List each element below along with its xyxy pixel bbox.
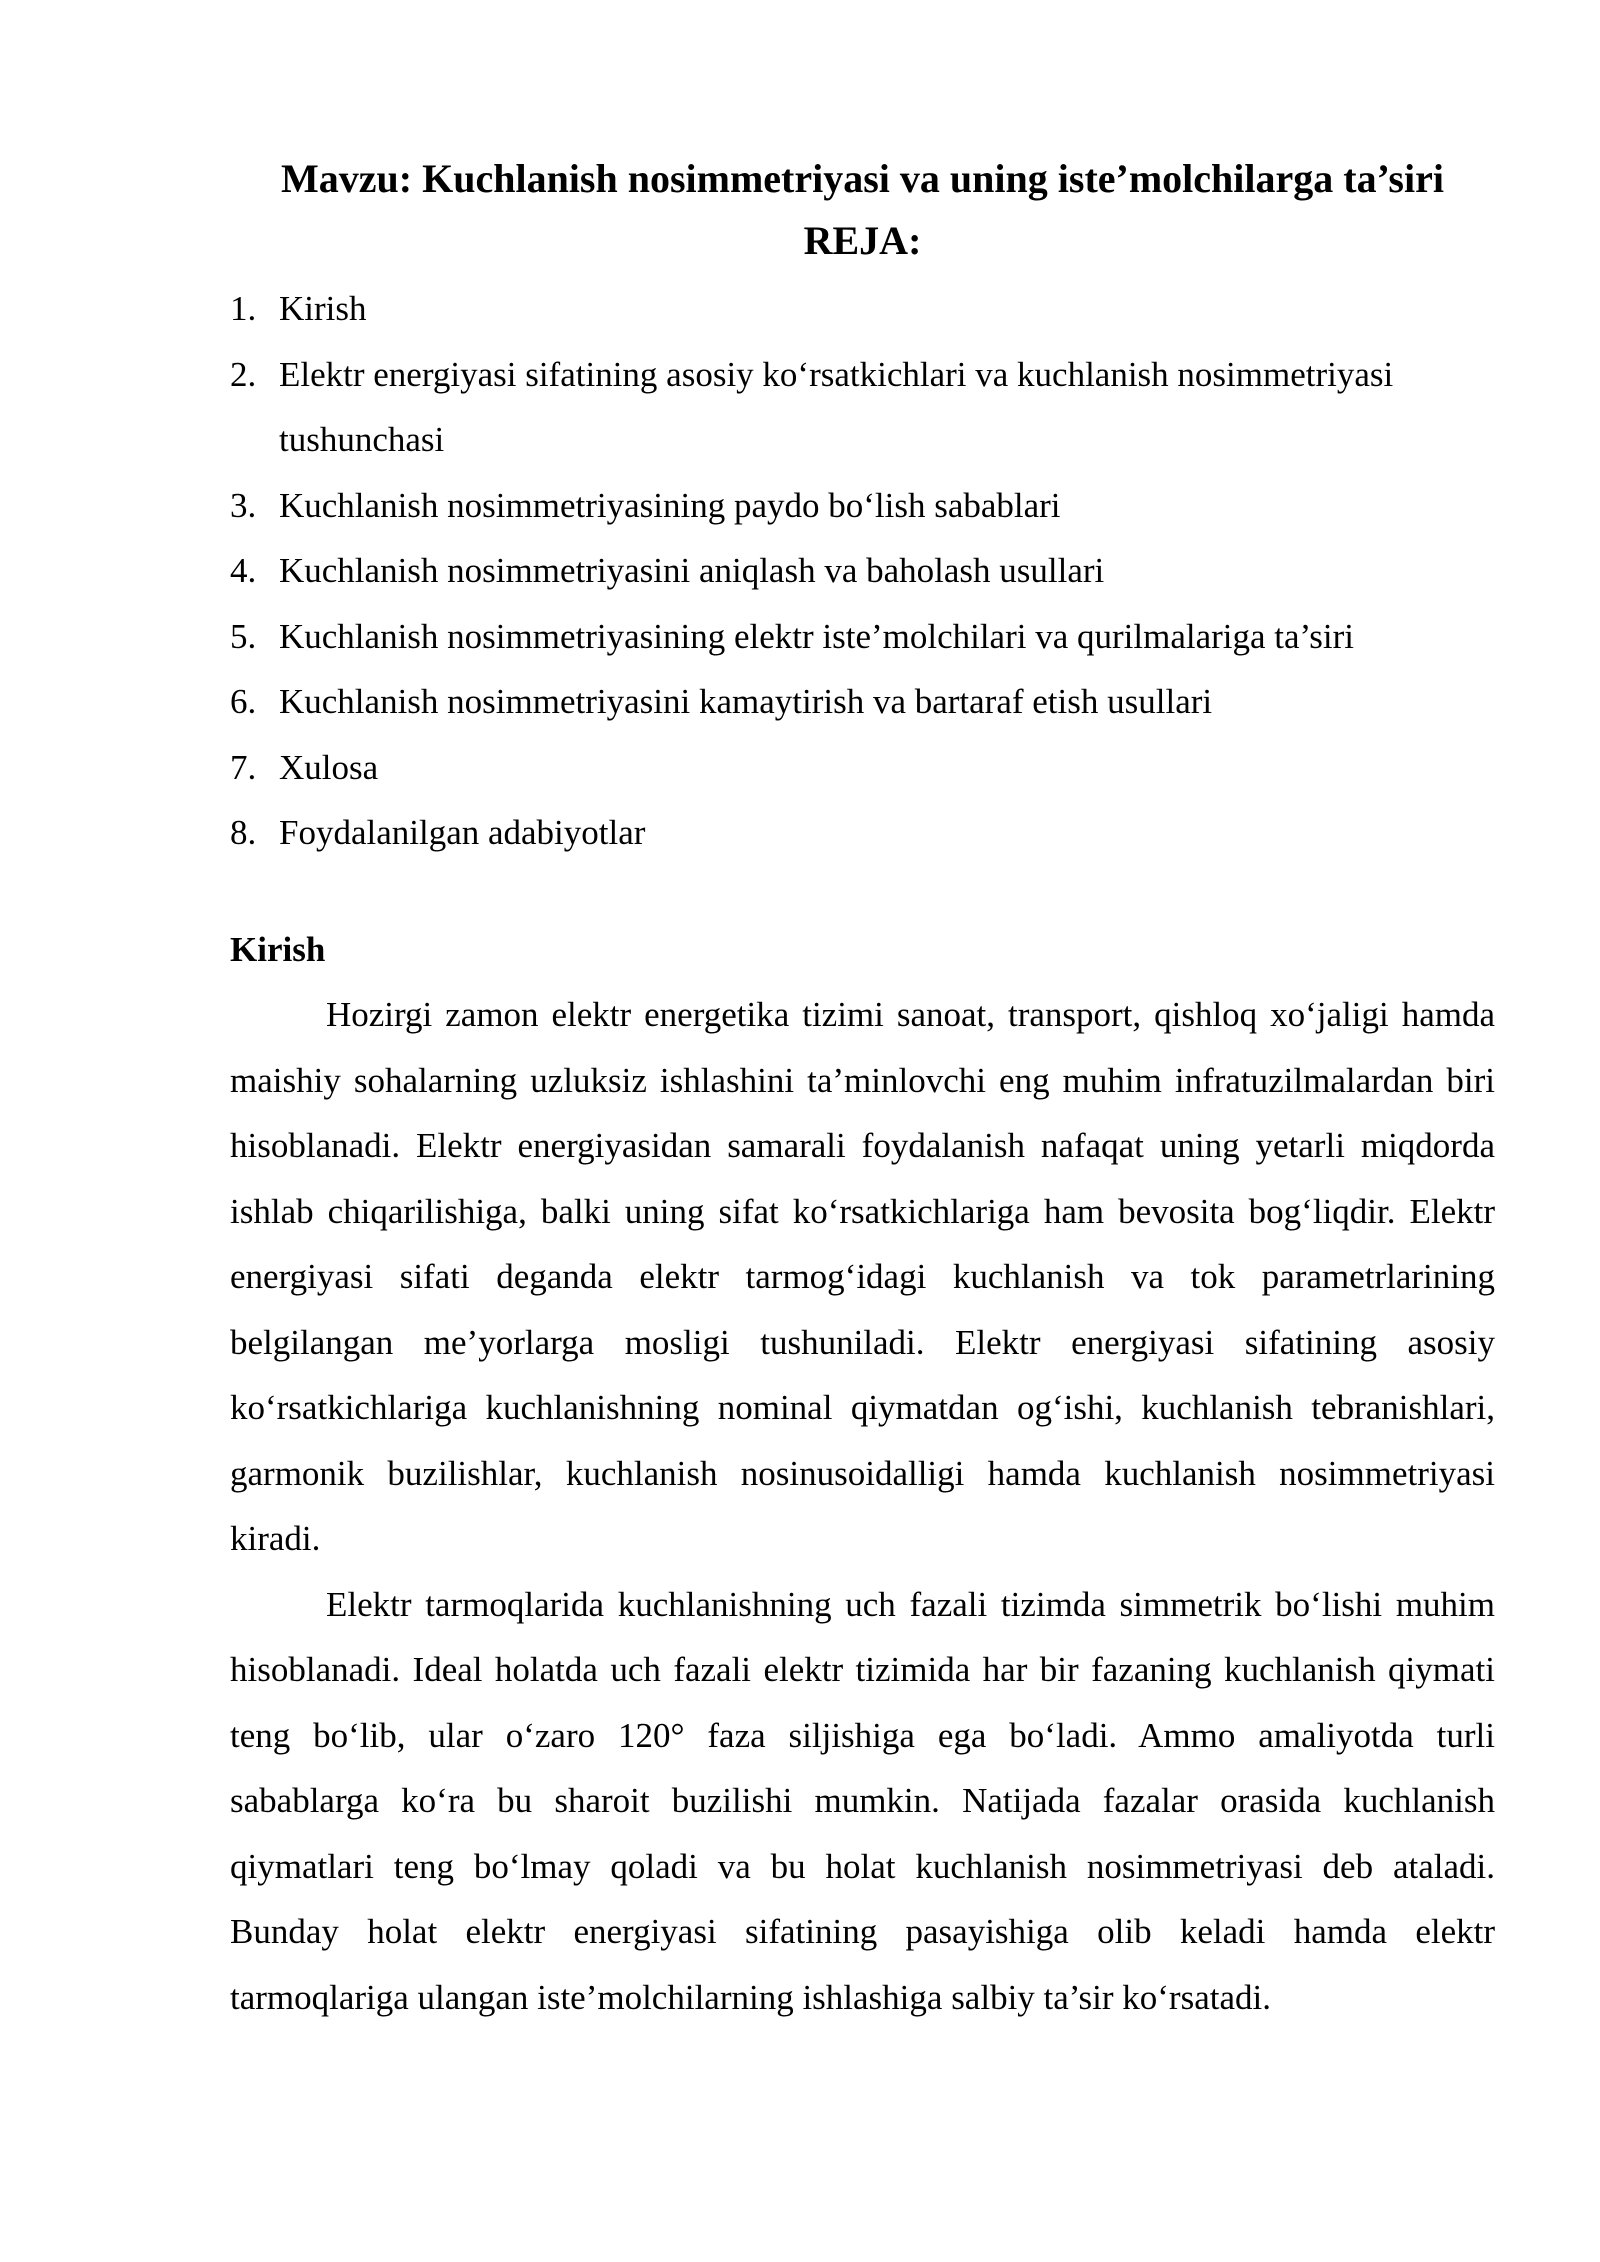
plan-item <box>230 538 1495 604</box>
plan-item <box>230 604 1495 670</box>
plan-item-number: 3. <box>230 485 257 525</box>
plan-item-number: 1. <box>230 289 257 328</box>
plan-list <box>230 276 1495 866</box>
plan-item <box>230 276 1495 342</box>
document-page <box>230 148 1495 2030</box>
plan-item-number: 4. <box>230 551 257 590</box>
plan-item-text: Kuchlanish nosimmetriyasini kamaytirish va bartaraf etish usullari <box>279 682 1213 721</box>
plan-item-text: Kuchlanish nosimmetriyasining elektr iste’molchilari va qurilmalariga ta’siri <box>279 616 1355 656</box>
body-paragraph: Elektr tarmoqlarida kuchlanishning uch fazali tizimda simmetrik bo‘lishi muhim hisoblanadi. Ideal holatda uch fazali elektr tizimida har bir fazaning kuchlanish qiymati teng bo‘lib, ular o‘zaro 120° faza siljishiga ega bo‘ladi. Ammo amaliyotda turli sabablarga ko‘ra bu sharoit buzilishi mumkin. Natijada fazalar orasida kuchlanish qiymatlari teng bo‘lmay qoladi va bu holat kuchlanish nosimmetriyasi deb ataladi. Bunday holat elektr energiyasi sifatining pasayishiga olib keladi hamda elektr tarmoqlariga ulangan iste’molchilarning ishlashiga salbiy ta’sir ko‘rsatadi. <box>230 1584 1495 2017</box>
plan-item-text: Kuchlanish nosimmetriyasini aniqlash va baholash usullari <box>279 551 1105 590</box>
plan-item-number: 2. <box>230 354 257 394</box>
plan-item-text: Foydalanilgan adabiyotlar <box>279 813 646 852</box>
plan-item-number: 8. <box>230 813 257 852</box>
plan-item-text: Kuchlanish nosimmetriyasining paydo bo‘lish sabablari <box>279 485 1061 525</box>
plan-item-number: 6. <box>230 682 257 721</box>
section-heading-kirish: Kirish <box>230 929 326 969</box>
document-title: Mavzu: Kuchlanish nosimmetriyasi va uning iste’molchilarga ta’siri <box>281 156 1444 201</box>
plan-item <box>230 800 1495 866</box>
plan-item <box>230 669 1495 735</box>
plan-heading: REJA: <box>803 218 922 263</box>
plan-item-number: 5. <box>230 616 257 656</box>
plan-item-text: Elektr energiyasi sifatining asosiy ko‘rsatkichlari va kuchlanish nosimmetriyasi tushunchasi <box>279 354 1394 459</box>
plan-item-number: 7. <box>230 747 257 787</box>
plan-item <box>230 342 1495 473</box>
body-paragraph: Hozirgi zamon elektr energetika tizimi sanoat, transport, qishloq xo‘jaligi hamda maishiy sohalarning uzluksiz ishlashini ta’minlovchi eng muhim infratuzilmalardan biri hisoblanadi. Elektr energiyasidan samarali foydalanish nafaqat uning yetarli miqdorda ishlab chiqarilishiga, balki uning sifat ko‘rsatkichlariga ham bevosita bog‘liqdir. Elektr energiyasi sifati deganda elektr tarmog‘idagi kuchlanish va tok parametrlarining belgilangan me’yorlarga mosligi tushuniladi. Elektr energiyasi sifatining asosiy ko‘rsatkichlariga kuchlanishning nominal qiymatdan og‘ishi, kuchlanish tebranishlari, garmonik buzilishlar, kuchlanish nosinusoidalligi hamda kuchlanish nosimmetriyasi kiradi. <box>230 995 1495 1558</box>
plan-item-text: Xulosa <box>279 747 379 787</box>
plan-item <box>230 735 1495 801</box>
plan-item <box>230 473 1495 539</box>
plan-item-text: Kirish <box>279 289 367 328</box>
